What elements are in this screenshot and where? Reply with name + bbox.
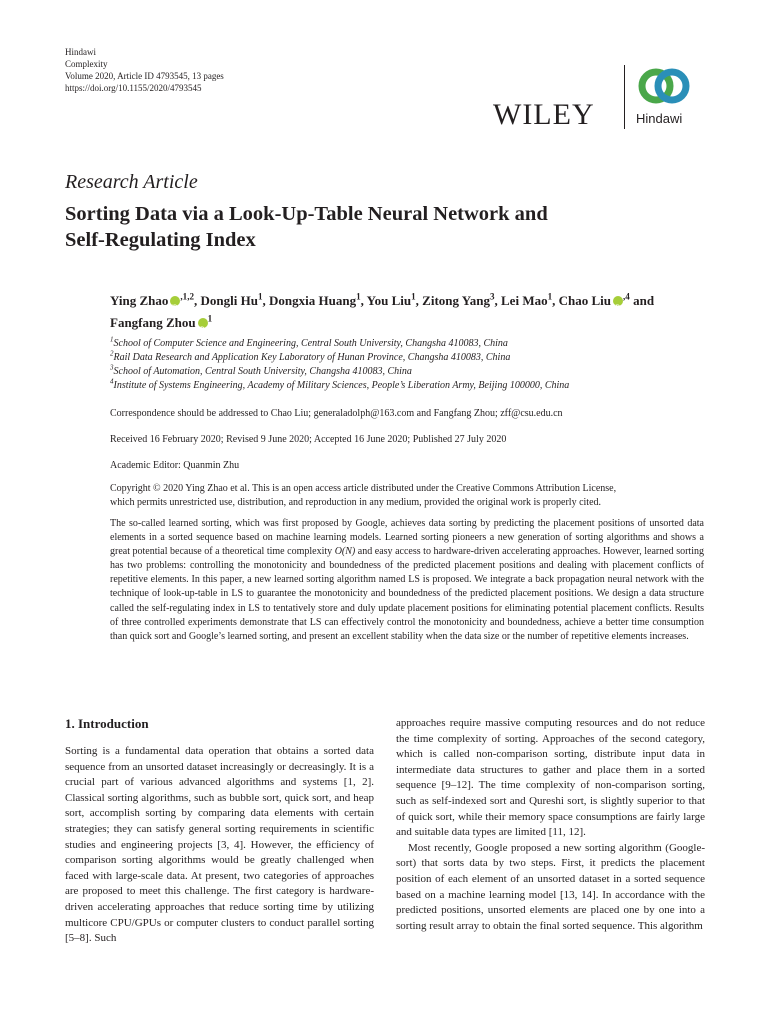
author-affiliation-number: 1 — [411, 291, 416, 302]
author-affiliation-number: 1 — [207, 313, 213, 324]
wiley-logo: WILEY — [493, 98, 595, 131]
copyright-line-2: which permits unrestricted use, distribution, and reproduction in any medium, provided the original work is properly cited. — [110, 497, 602, 508]
affiliation — [110, 351, 710, 365]
author-name: Lei Mao — [501, 293, 548, 308]
intro-paragraph-1: Sorting is a fundamental data operation that obtains a sorted data sequence from an unsorted dataset increasingly or decreasingly. It is a crucial part of various advanced algorithms and systems [1, 2]. Classical sorting algorithms, such as bubble sort, quick sort, and heap sort, accomplish sorting by comparing data elements with certain strategies; they can satisfy general sorting requirements in scientific studies and engineering projects [3, 4]. However, the efficiency of comparison sorting algorithms would be greatly challenged when faced with large-scale data. At present, two categories of approaches are proposed to meet this challenge. The first category is hardware-driven accelerating approaches that reduce sorting time by utilizing multicore CPU/GPUs or computer clusters to conduct parallel sorting [5–8]. Such — [65, 745, 374, 945]
author-name: Dongli Hu — [200, 293, 258, 308]
paper-title — [65, 201, 705, 253]
orcid-icon[interactable] — [198, 318, 208, 328]
author — [559, 293, 630, 308]
affiliation-list — [110, 337, 710, 393]
orcid-icon[interactable] — [613, 296, 623, 306]
affiliation — [110, 379, 710, 393]
article-type: Research Article — [65, 171, 198, 193]
author-list: Ying ZhaoiD $^{,1,2}$, Dongli Hu$^1$, Dongxia Huang$^1$, You Liu$^1$, Zitong Yang$^3$, Lei Mao$^1$, Chao LiuiD $^{,4}$ and Fangfang ZhouiD $^1$ — [110, 290, 710, 334]
publication-dates: Received 16 February 2020; Revised 9 June 2020; Accepted 16 June 2020; Published 27 July 2020 — [110, 434, 507, 445]
affiliation-number: 2 — [110, 349, 114, 358]
logo-divider — [624, 65, 625, 129]
affiliation-number: 1 — [110, 335, 114, 344]
affiliation-text: Rail Data Research and Application Key Laboratory of Hunan Province, Changsha 410083, China — [113, 352, 511, 363]
hindawi-logo-icon — [636, 64, 692, 108]
intro-paragraph-3: Most recently, Google proposed a new sorting algorithm (Google-sort) that sorts data by two steps. First, it predicts the placement position of each element of an unsorted dataset in a sorted sequence based on a machine learning model [13, 14]. In accordance with the predicted positions, unsorted elements are placed one by one into a sorting result array to obtain the final sorted sequence. This algorithm — [396, 841, 705, 932]
abstract-math: O(N) — [334, 546, 356, 558]
copyright-line-1: Copyright © 2020 Ying Zhao et al. This is an open access article distributed under the Creative Commons Attribution License, — [110, 483, 617, 494]
correspondence: Correspondence should be addressed to Chao Liu; generaladolph@163.com and Fangfang Zhou; zff@csu.edu.cn — [110, 408, 563, 419]
orcid-icon[interactable] — [170, 296, 180, 306]
author-name: You Liu — [366, 293, 412, 308]
volume-line: Volume 2020, Article ID 4793545, 13 pages — [65, 71, 224, 81]
author — [501, 293, 552, 308]
affiliation-text: Institute of Systems Engineering, Academy of Military Sciences, People’s Liberation Army, Beijing 100000, China — [113, 380, 570, 391]
affiliation — [110, 365, 710, 379]
section-heading-introduction: 1. Introduction — [65, 716, 149, 731]
body-column-right — [396, 716, 705, 934]
author-name: Fangfang Zhou — [110, 315, 196, 330]
author-affiliation-number: 1 — [257, 291, 263, 302]
hindawi-logo-text: Hindawi — [636, 111, 683, 126]
abstract-text-2: and easy access to hardware-driven accelerating approaches. However, learned sorting has two problems: controlling the monotonicity and boundedness of the predicted placement positions and dealing with placement conflicts of repetitive elements. In this paper, a new learned sorting algorithm named LS is proposed. We integrate a back propagation neural network with the technique of look-up-table in LS to guarantee the monotonicity and boundedness of the predicted placement positions. We design a data structure called the self-regulating index in LS to tentatively store and duly update placement positions for eliminating potential placement conflicts. Results of three controlled experiments demonstrate that LS can effectively control the monotonicity and boundedness, achieve a better time consumption than quick sort and Google’s learned sorting, and present an excellent stability when the data size or the number of repetitive elements increases. — [110, 546, 704, 642]
author-name: Chao Liu — [558, 293, 612, 308]
author — [422, 293, 494, 308]
author — [269, 293, 361, 308]
intro-paragraph-2: approaches require massive computing resources and do not reduce the time complexity of sorting. Approaches of the second category, which is called non-comparison sorting, distribute input data in intermediate data structures to gather and place them in a sorted sequence [9–12]. The time complexity of non-comparison sorting, such as self-indexed sort and Qureshi sort, is slightly superior to that of quick sort, while their memory space consumptions are fairly large and suitable data types are limited [11, 12]. — [396, 717, 705, 839]
title-line-1: Sorting Data via a Look-Up-Table Neural Network and — [65, 203, 548, 225]
journal-name: Complexity — [65, 59, 108, 69]
affiliation-text: School of Automation, Central South University, Changsha 410083, China — [113, 366, 412, 377]
affiliation-number: 3 — [110, 363, 114, 372]
doi-link[interactable]: https://doi.org/10.1155/2020/4793545 — [65, 83, 202, 93]
body-column-left — [65, 744, 374, 947]
author-affiliation-number: 1 — [356, 291, 361, 302]
affiliation-text: School of Computer Science and Engineering, Central South University, Changsha 410083, China — [113, 338, 508, 349]
author-name: Dongxia Huang — [269, 293, 357, 308]
author — [110, 315, 212, 330]
author — [201, 293, 263, 308]
abstract — [110, 517, 704, 644]
author-name: Zitong Yang — [422, 293, 490, 308]
journal-info — [65, 46, 224, 94]
abstract-text-1: The so-called learned sorting, which was first proposed by Google, achieves data sorting by predicting the placement positions of unsorted data elements in a sorted sequence based on machine learning models. Learned sorting pioneers a new generation of sorting algorithms and shows a great potential because of a theoretical time complexity — [110, 518, 704, 558]
author-name: Ying Zhao — [110, 293, 169, 308]
author-affiliation-number: ,4 — [623, 291, 630, 302]
publisher-name: Hindawi — [65, 47, 96, 57]
copyright-notice — [110, 482, 710, 510]
author-affiliation-number: ,1,2 — [180, 291, 195, 302]
academic-editor: Academic Editor: Quanmin Zhu — [110, 460, 240, 471]
author — [110, 293, 194, 308]
affiliation-number: 4 — [110, 377, 114, 386]
affiliation — [110, 337, 710, 351]
title-line-2: Self-Regulating Index — [65, 229, 256, 251]
author-affiliation-number: 1 — [547, 291, 553, 302]
author-affiliation-number: 3 — [489, 291, 495, 302]
author — [367, 293, 416, 308]
